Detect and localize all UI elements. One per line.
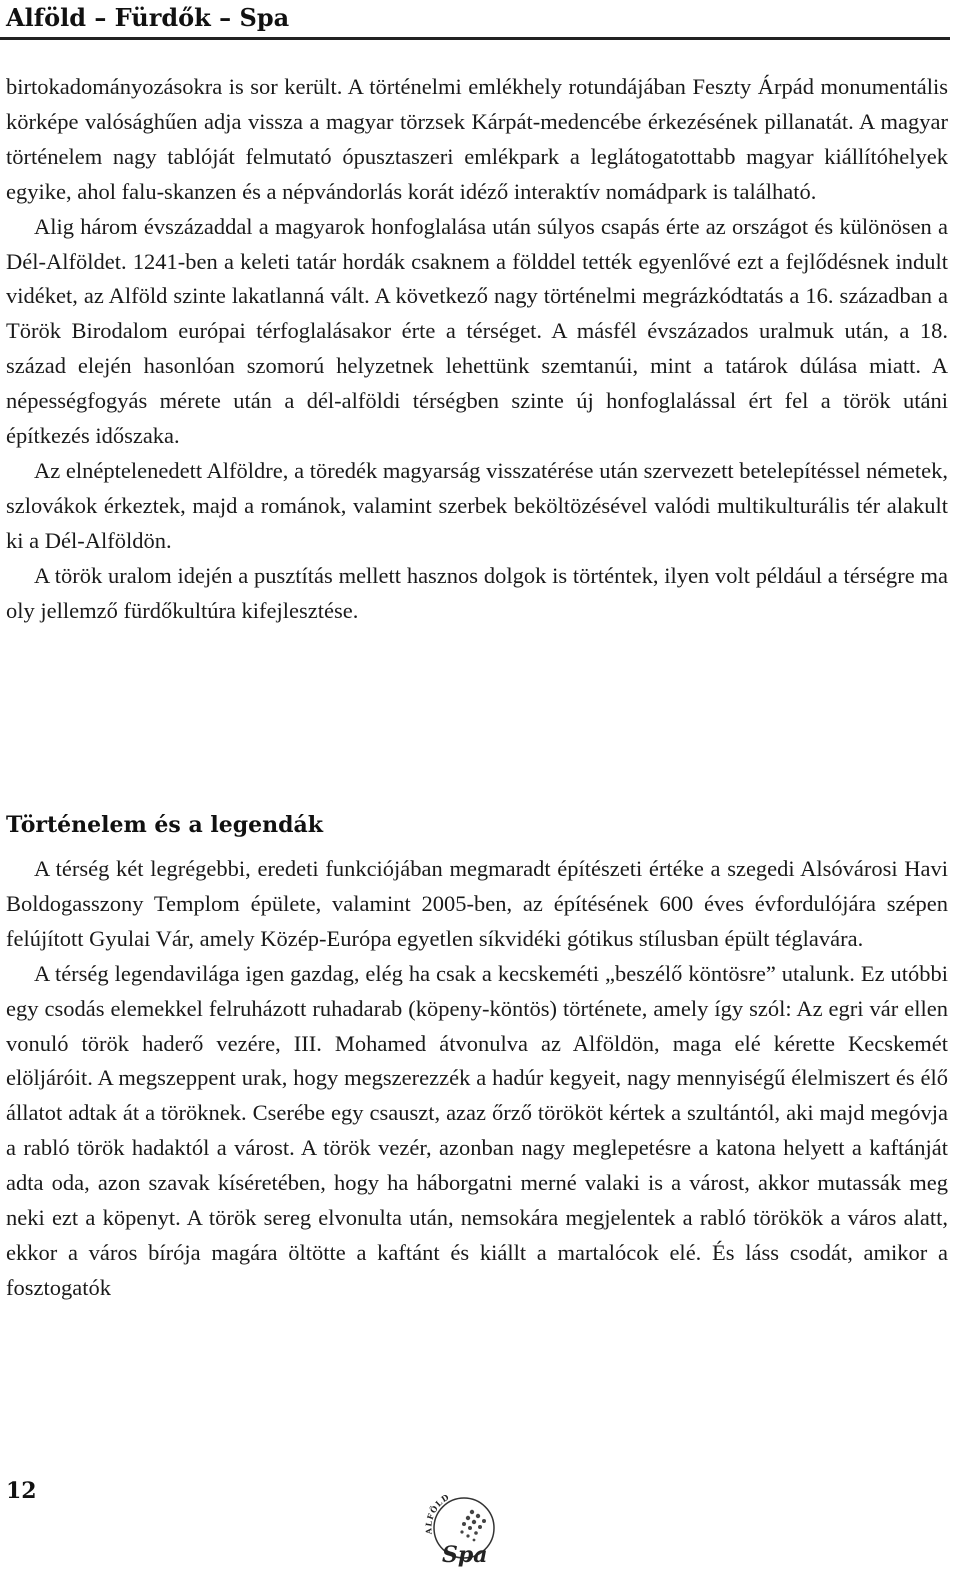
paragraph: birtokadományozásokra is sor került. A történelmi emlékhely rotundájában Feszty Árpád monumentális körképe valósághűen adja vissza a magyar törzsek Kárpát-medencébe érkezésének pillanatát. A magyar történelem nagy tablóját felmutató ópusztaszeri emlékpark a leglátogatottabb magyar kiállítóhelyek egyike, ahol falu-skanzen és a népvándorlás korát idéző interaktív nomádpark is található.: [6, 74, 948, 204]
alfold-spa-logo: [422, 1482, 506, 1572]
header-rule: [0, 37, 950, 40]
page-number: 12: [6, 1478, 37, 1504]
section-heading: Történelem és a legendák: [6, 812, 323, 838]
paragraph: Az elnéptelenedett Alföldre, a töredék magyarság visszatérése után szervezett betelepítéssel németek, szlovákok érkeztek, majd a románok, valamint szerbek beköltözésével valódi multikulturális tér alakult ki a Dél-Alföldön.: [6, 457, 948, 553]
paragraph: A térség két legrégebbi, eredeti funkciójában megmaradt építészeti értéke a szegedi Alsóvárosi Havi Boldogasszony Templom épülete, valamint 2005-ben, az építésének 600 éves évfordulójára szépen felújított Gyulai Vár, amely Közép-Európa egyetlen síkvidéki gótikus stílusban épült téglavára.: [6, 856, 948, 951]
paragraph: A török uralom idején a pusztítás mellett hasznos dolgok is történtek, ilyen volt például a térségre ma oly jellemző fürdőkultúra kifejlesztése.: [6, 562, 948, 623]
paragraph: A térség legendavilága igen gazdag, elég ha csak a kecskeméti „beszélő köntösre” utalunk. Ez utóbbi egy csodás elemekkel felruházott ruhadarab (köpeny-köntös) története, amely így szól: Az egri vár ellen vonuló török haderő vezére, III. Mohamed átvonulva az Alföldön, maga elé kérette Kecskemét elöljáróit. A megszeppent urak, hogy megszerezzék a hadúr kegyeit, nagy mennyiségű élelmiszert és élő állatot adtak át a töröknek. Cserébe egy csauszt, azaz őrző törököt kértek a szultántól, aki majd megóvja a rabló török hadaktól a várost. A török vezér, azonban nagy meglepetésre a katona helyett a kaftánját adta oda, azon szavak kíséretében, hogy ha háborgatni merné valaki is a várost, akkor mutassák meg neki ezt a köpenyt. A török sereg elvonulta után, nemsokára megjelentek a rabló törökök a város alatt, ekkor a város bírója magára öltötte a kaftánt és kiállt a martalócok elé. És láss csodát, amikor a fosztogatók: [6, 960, 948, 1300]
paragraph: Alig három évszázaddal a magyarok honfoglalása után súlyos csapás érte az országot és különösen a Dél-Alföldet. 1241-ben a keleti tatár hordák csaknem a földdel tették egyenlővé ezt a fejlődésnek indult vidéket, az Alföld szinte lakatlanná vált. A következő nagy történelmi megrázkódtatás a 16. században a Török Birodalom európai térfoglalásakor érte a térséget. A másfél évszázados uralmuk után, a 18. század elején hasonlóan szomorú helyzetnek lehettünk szemtanúi, mint a tatárok dúlása miatt. A népességfogyás mérete után a dél-alföldi térségben szinte új honfoglalással ért fel a török utáni építkezés időszaka.: [6, 213, 948, 449]
body-text-section-1: [6, 70, 948, 629]
logo-arc-text: ALFÖLD: [423, 1491, 452, 1535]
body-text-section-2: [6, 852, 948, 1306]
running-title: Alföld – Fürdők – Spa: [6, 3, 290, 32]
logo-wordmark: Spa: [442, 1542, 488, 1568]
